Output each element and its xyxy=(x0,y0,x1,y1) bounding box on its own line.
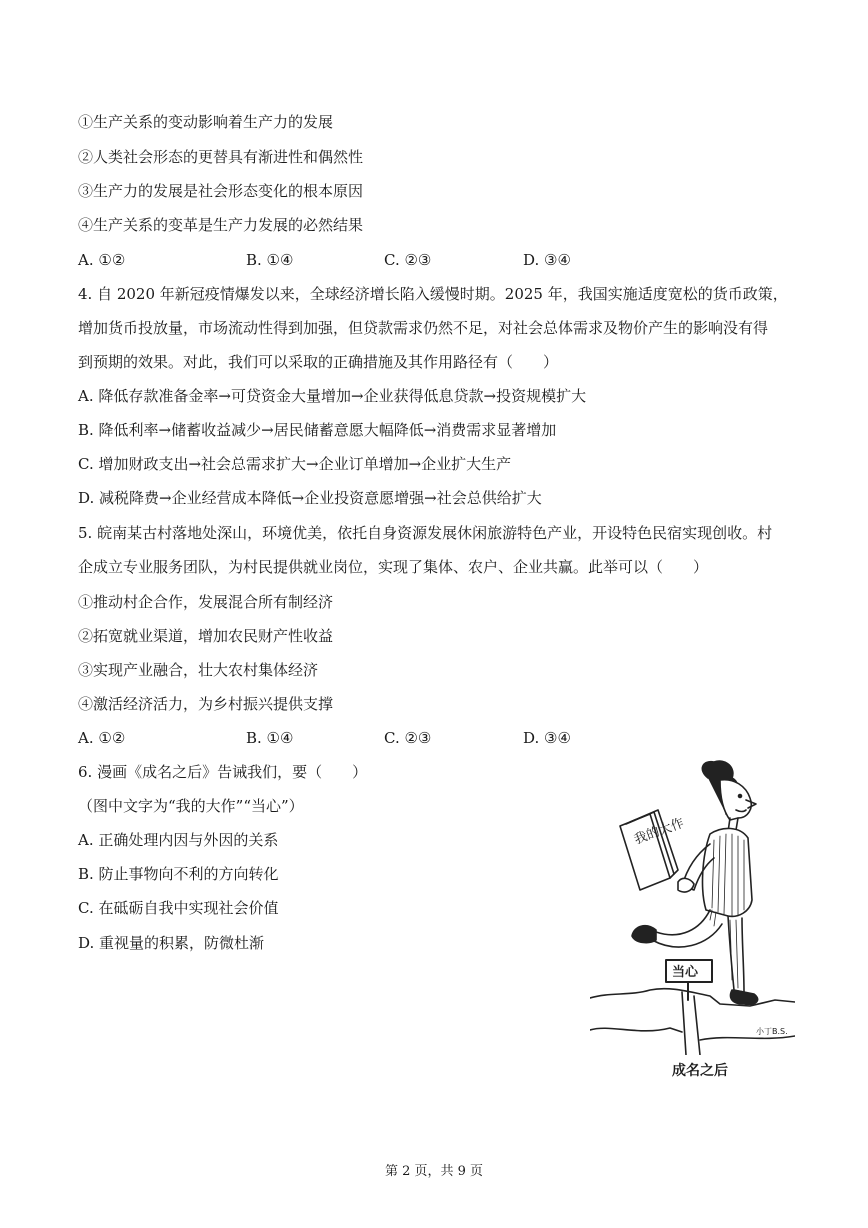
q5-option-b[interactable]: B. ①④ xyxy=(246,729,294,747)
q3-option-d[interactable]: D. ③④ xyxy=(523,251,571,269)
q6-option-c[interactable]: C. 在砥砺自我中实现社会价值 xyxy=(78,899,279,917)
q3-option-c[interactable]: C. ②③ xyxy=(384,251,432,269)
q3-option-b[interactable]: B. ①④ xyxy=(246,251,294,269)
cartoon-sign-text: 当心 xyxy=(672,965,699,980)
cartoon-book-text: 我的大作 xyxy=(632,815,687,848)
q6-stem: 6. 漫画《成名之后》告诫我们，要（ ） xyxy=(78,763,368,781)
cartoon-signature: 小丁B.S. xyxy=(756,1027,788,1036)
q6-option-b[interactable]: B. 防止事物向不利的方向转化 xyxy=(78,865,279,883)
q4-stem-line-1: 4. 自 2020 年新冠疫情爆发以来，全球经济增长陷入缓慢时期。2025 年，我国实施适度宽松的货币政策， xyxy=(78,285,788,303)
q3-statement-2: ②人类社会形态的更替具有渐进性和偶然性 xyxy=(78,148,364,166)
q5-statement-3: ③实现产业融合，壮大农村集体经济 xyxy=(78,661,319,679)
q3-statement-3: ③生产力的发展是社会形态变化的根本原因 xyxy=(78,182,364,200)
q5-statement-1: ①推动村企合作，发展混合所有制经济 xyxy=(78,593,334,611)
q3-statement-1: ①生产关系的变动影响着生产力的发展 xyxy=(78,113,334,131)
q5-option-d[interactable]: D. ③④ xyxy=(523,729,571,747)
q5-stem-line-1: 5. 皖南某古村落地处深山，环境优美，依托自身资源发展休闲旅游特色产业，开设特色民宿实现创收。村 xyxy=(78,524,773,542)
q3-statement-4: ④生产关系的变革是生产力发展的必然结果 xyxy=(78,216,364,234)
q5-option-a[interactable]: A. ①② xyxy=(78,729,126,747)
q4-option-c[interactable]: C. 增加财政支出→社会总需求扩大→企业订单增加→企业扩大生产 xyxy=(78,455,512,473)
q5-stem-line-2: 企成立专业服务团队，为村民提供就业岗位，实现了集体、农户、企业共赢。此举可以（ ） xyxy=(78,558,709,576)
q3-option-a[interactable]: A. ①② xyxy=(78,251,126,269)
q6-option-a[interactable]: A. 正确处理内因与外因的关系 xyxy=(78,831,279,849)
q4-stem-line-2: 增加货币投放量，市场流动性得到加强，但贷款需求仍然不足，对社会总体需求及物价产生的影响没有得 xyxy=(78,319,769,337)
page-footer: 第 2 页，共 9 页 xyxy=(384,1164,484,1179)
q6-note: （图中文字为“我的大作”“当心”） xyxy=(78,797,304,815)
q5-statement-2: ②拓宽就业渠道，增加农民财产性收益 xyxy=(78,627,334,645)
cartoon-caption: 成名之后 xyxy=(672,1063,728,1079)
q5-option-c[interactable]: C. ②③ xyxy=(384,729,432,747)
q4-option-b[interactable]: B. 降低利率→储蓄收益减少→居民储蓄意愿大幅降低→消费需求显著增加 xyxy=(78,421,557,439)
q4-stem-line-3: 到预期的效果。对此，我们可以采取的正确措施及其作用路径有（ ） xyxy=(78,353,559,371)
q4-option-a[interactable]: A. 降低存款准备金率→可贷资金大量增加→企业获得低息贷款→投资规模扩大 xyxy=(78,387,587,405)
q6-option-d[interactable]: D. 重视量的积累，防微杜渐 xyxy=(78,934,265,952)
q4-option-d[interactable]: D. 减税降费→企业经营成本降低→企业投资意愿增强→社会总供给扩大 xyxy=(78,489,542,507)
q5-statement-4: ④激活经济活力，为乡村振兴提供支撑 xyxy=(78,695,334,713)
cartoon-illustration xyxy=(590,760,795,1055)
